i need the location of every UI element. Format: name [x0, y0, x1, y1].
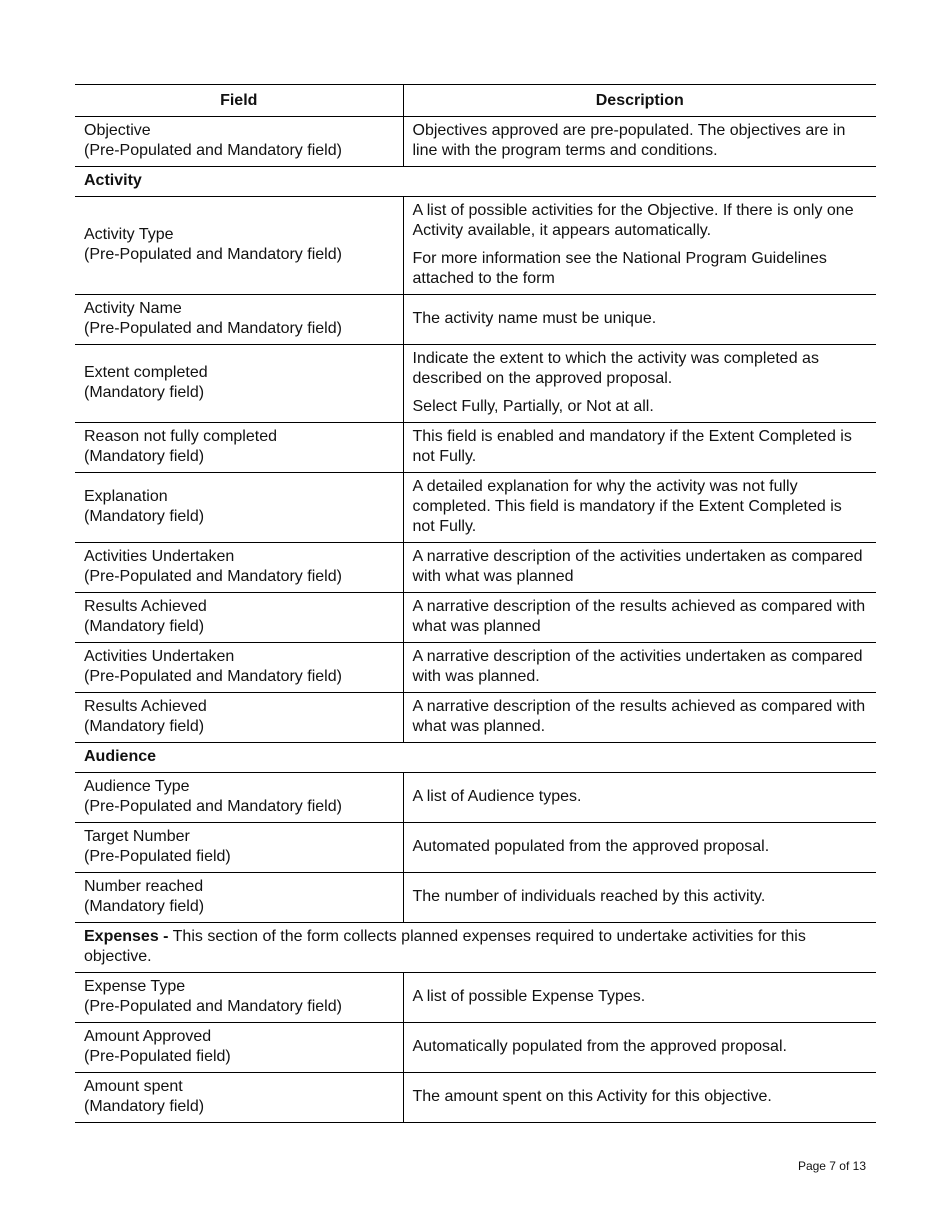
table-row-expense-type: [75, 973, 876, 1023]
field-cell: [75, 973, 403, 1023]
field-name: Objective: [84, 122, 151, 139]
field-name: Amount spent: [84, 1078, 183, 1095]
description-paragraph: For more information see the National Program Guidelines attached to the form: [412, 250, 827, 287]
section-row-audience: [75, 743, 876, 773]
field-cell: [75, 295, 403, 345]
description-cell: Automated populated from the approved proposal.: [403, 823, 876, 873]
description-paragraph: Select Fully, Partially, or Not at all.: [412, 398, 654, 415]
field-name: Explanation: [84, 488, 168, 505]
section-heading-cell: [75, 923, 876, 973]
field-qualifier: (Pre-Populated and Mandatory field): [84, 798, 342, 815]
field-qualifier: (Pre-Populated and Mandatory field): [84, 246, 342, 263]
field-description-table: [75, 84, 876, 1123]
field-name: Audience Type: [84, 778, 190, 795]
field-name: Target Number: [84, 828, 190, 845]
field-cell: [75, 1073, 403, 1123]
description-cell: The activity name must be unique.: [403, 295, 876, 345]
field-qualifier: (Pre-Populated field): [84, 848, 231, 865]
field-qualifier: (Mandatory field): [84, 618, 205, 635]
field-cell: [75, 345, 403, 423]
field-name: Expense Type: [84, 978, 186, 995]
table-row-activity-name: [75, 295, 876, 345]
field-name: Results Achieved: [84, 598, 207, 615]
table-row-activity-type: [75, 197, 876, 295]
table-row-audience-type: [75, 773, 876, 823]
field-cell: [75, 473, 403, 543]
field-name: Activity Type: [84, 226, 174, 243]
field-cell: [75, 773, 403, 823]
field-cell: [75, 197, 403, 295]
description-column-header: Description: [403, 85, 876, 117]
field-qualifier: (Pre-Populated and Mandatory field): [84, 568, 342, 585]
table-row-objective: [75, 117, 876, 167]
description-cell: A detailed explanation for why the activity was not fully completed. This field is mandatory if the Extent Completed is not Fully.: [403, 473, 876, 543]
field-qualifier: (Mandatory field): [84, 898, 205, 915]
table-row-reason-not-fully-completed: [75, 423, 876, 473]
field-cell: [75, 873, 403, 923]
field-cell: [75, 823, 403, 873]
field-qualifier: (Pre-Populated and Mandatory field): [84, 998, 342, 1015]
field-qualifier: (Mandatory field): [84, 384, 205, 401]
description-cell: Automatically populated from the approved proposal.: [403, 1023, 876, 1073]
description-cell: A list of possible Expense Types.: [403, 973, 876, 1023]
section-title: Activity: [84, 172, 142, 189]
description-cell: A narrative description of the results achieved as compared with what was planned: [403, 593, 876, 643]
field-qualifier: (Mandatory field): [84, 718, 205, 735]
field-qualifier: (Mandatory field): [84, 508, 205, 525]
table-row-amount-approved: [75, 1023, 876, 1073]
field-name: Reason not fully completed: [84, 428, 277, 445]
field-name: Extent completed: [84, 364, 208, 381]
description-cell: A narrative description of the results achieved as compared with what was planned.: [403, 693, 876, 743]
field-qualifier: (Pre-Populated and Mandatory field): [84, 668, 342, 685]
field-qualifier: (Pre-Populated and Mandatory field): [84, 142, 342, 159]
section-title: Expenses -: [84, 928, 169, 945]
field-cell: [75, 693, 403, 743]
description-cell: This field is enabled and mandatory if the Extent Completed is not Fully.: [403, 423, 876, 473]
field-cell: [75, 543, 403, 593]
field-name: Activities Undertaken: [84, 648, 235, 665]
field-qualifier: (Mandatory field): [84, 1098, 205, 1115]
page-number: Page 7 of 13: [797, 1159, 866, 1173]
field-cell: [75, 643, 403, 693]
section-title: Audience: [84, 748, 157, 765]
table-row-target-number: [75, 823, 876, 873]
description-cell: [403, 197, 876, 295]
description-cell: The amount spent on this Activity for this objective.: [403, 1073, 876, 1123]
section-row-activity: [75, 167, 876, 197]
field-cell: [75, 423, 403, 473]
field-cell: [75, 1023, 403, 1073]
table-row-results-achieved: [75, 593, 876, 643]
description-paragraph: Indicate the extent to which the activity was completed as described on the approved proposal.: [412, 350, 819, 387]
field-name: Number reached: [84, 878, 204, 895]
section-heading-cell: [75, 743, 876, 773]
description-cell: The number of individuals reached by this activity.: [403, 873, 876, 923]
table-row-extent-completed: [75, 345, 876, 423]
table-row-amount-spent: [75, 1073, 876, 1123]
description-paragraph: A list of possible activities for the Objective. If there is only one Activity available, it appears automatically.: [412, 202, 854, 239]
description-cell: A narrative description of the activities undertaken as compared with was planned.: [403, 643, 876, 693]
section-row-expenses: [75, 923, 876, 973]
table-row-number-reached: [75, 873, 876, 923]
table-row-activities-undertaken: [75, 543, 876, 593]
section-heading-cell: [75, 167, 876, 197]
field-qualifier: (Pre-Populated and Mandatory field): [84, 320, 342, 337]
table-header-row: [75, 85, 876, 117]
field-name: Activities Undertaken: [84, 548, 235, 565]
field-name: Activity Name: [84, 300, 182, 317]
field-column-header: Field: [75, 85, 403, 117]
section-description: This section of the form collects planned expenses required to undertake activities for this objective.: [84, 928, 806, 965]
field-name: Amount Approved: [84, 1028, 212, 1045]
field-name: Results Achieved: [84, 698, 207, 715]
field-qualifier: (Pre-Populated field): [84, 1048, 231, 1065]
field-cell: [75, 593, 403, 643]
table-row-explanation: [75, 473, 876, 543]
description-cell: A list of Audience types.: [403, 773, 876, 823]
field-qualifier: (Mandatory field): [84, 448, 205, 465]
description-cell: A narrative description of the activities undertaken as compared with what was planned: [403, 543, 876, 593]
description-cell: Objectives approved are pre-populated. The objectives are in line with the program terms and conditions.: [403, 117, 876, 167]
field-cell: [75, 117, 403, 167]
description-cell: [403, 345, 876, 423]
table-row-results-achieved: [75, 693, 876, 743]
table-row-activities-undertaken: [75, 643, 876, 693]
